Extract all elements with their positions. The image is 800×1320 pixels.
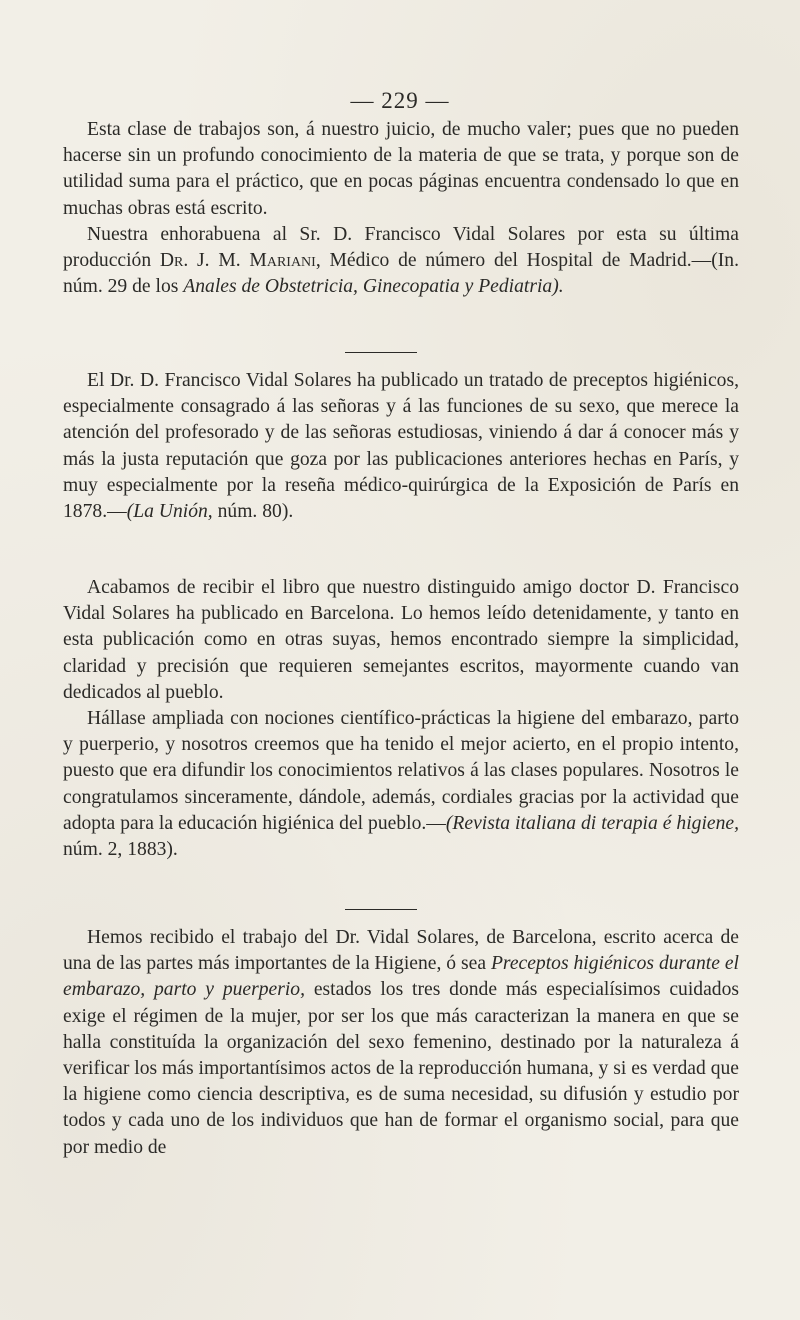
review-section-4 [63,925,739,1161]
book-title: Preceptos higiénicos durante el embarazo, parto y puerperio, [63,953,739,1001]
source-citation: Anales de Obstetricia, Ginecopatia y Pediatria). [183,276,564,298]
review-section-3 [63,575,739,863]
paragraph: Acabamos de recibir el libro que nuestro distinguido amigo doctor D. Francisco Vidal Solares ha publicado en Barcelona. Lo hemos leído detenidamente, y tanto en esta publicación como en otras suyas, hemos encontrado siempre la simplicidad, claridad y precisión que requieren semejantes escritos, mayormente cuando van dedicados al pueblo. [63,577,739,703]
paragraph: El Dr. D. Francisco Vidal Solares ha publicado un tratado de preceptos higiénicos, especialmente consagrado á las señoras y á las funciones de su sexo, que merece la atención del profesorado y de las señoras estudiosas, viniendo á dar á conocer más y más la justa reputación que goza por las publicaciones anteriores hechas en París, y muy especialmente por la reseña médico-quirúrgica de la Exposición de París en 1878.—(La Unión, núm. 80). [63,370,739,523]
paragraph: Hállase ampliada con nociones científico-prácticas la higiene del embarazo, parto y puerperio, y nosotros creemos que ha tenido el mejor acierto, en el propio intento, puesto que era difundir los conocimientos relativos á las clases populares. Nosotros le congratulamos sinceramente, dándole, además, cordiales gracias por la actividad que adopta para la educación higiénica del pueblo.—(Revista italiana di terapia é higiene, núm. 2, 1883). [63,708,739,861]
review-section-2 [63,368,739,525]
review-section-1 [63,117,739,300]
source-citation: (Revista italiana di terapia é higiene, [445,812,739,834]
section-divider [345,909,417,910]
paragraph: Nuestra enhorabuena al Sr. D. Francisco Vidal Solares por esta su última producción Dr. J. M. Mariani, Médico de número del Hospital de Madrid.—(In. núm. 29 de los Anales de Obstetricia, Ginecopatia y Pediatria). [63,223,740,298]
source-citation: (La Unión, [126,501,213,523]
author-name: Dr. J. M. Mariani [159,250,316,272]
page-number: — 229 — [350,88,450,113]
section-divider [345,352,417,353]
paragraph: Hemos recibido el trabajo del Dr. Vidal Solares, de Barcelona, escrito acerca de una de las partes más importantes de la Higiene, ó sea Preceptos higiénicos durante el embarazo, parto y puerperio, estados los tres donde más especialísimos cuidados exige el régimen de la mujer, por ser los que más caracterizan la manera en que se halla constituída la organización del sexo femenino, destinado por la naturaleza á verificar los más importantísimos actos de la reproducción humana, y si es verdad que la higiene como ciencia descriptiva, es de suma necesidad, su difusión y estudio por todos y cada uno de los individuos que han de formar el organismo social, para que por medio de [63,927,739,1158]
paragraph: Esta clase de trabajos son, á nuestro juicio, de mucho valer; pues que no pueden hacerse sin un profundo conocimiento de la materia de que se trata, y porque son de utilidad suma para el práctico, que en pocas páginas encuentra condensado lo que en muchas obras está escrito. [63,119,739,219]
